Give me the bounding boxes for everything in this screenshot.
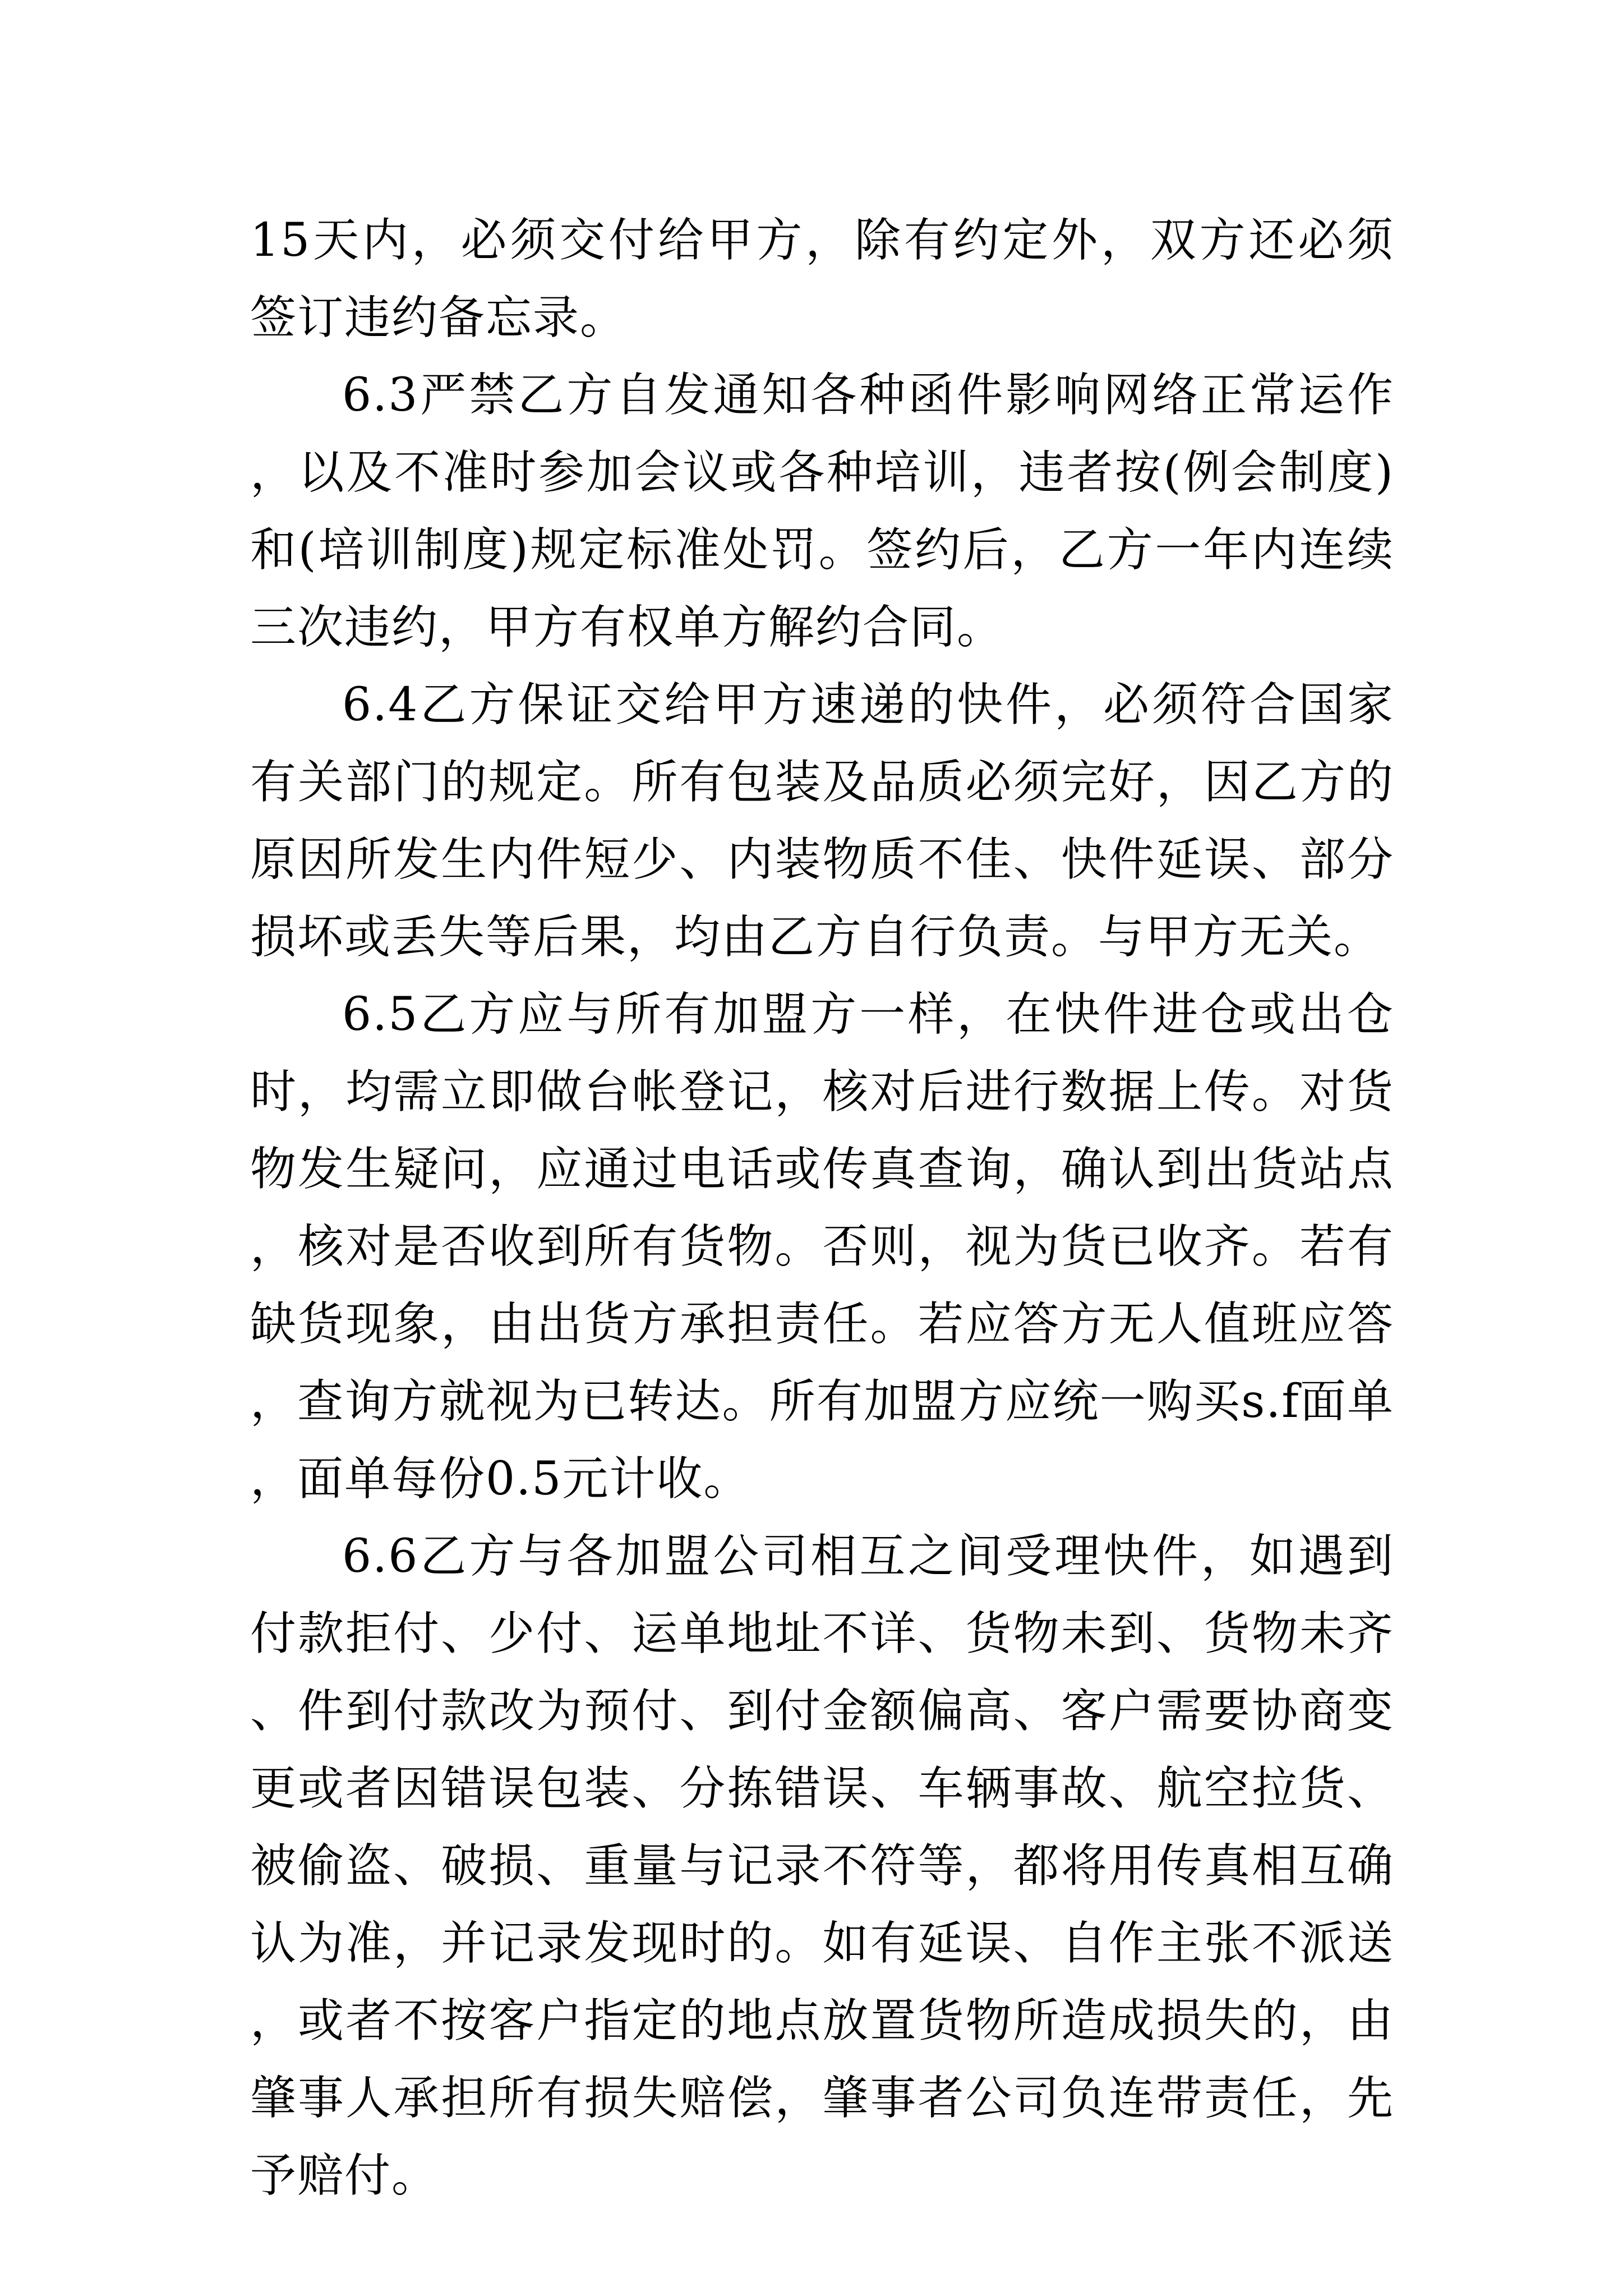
paragraph-clause-6-6: 6.6乙方与各加盟公司相互之间受理快件，如遇到付款拒付、少付、运单地址不详、货物未到、货物未齐、件到付款改为预付、到付金额偏高、客户需要协商变更或者因错误包装、分拣错误、车辆事故、航空拉货、被偷盗、破损、重量与记录不符等，都将用传真相互确认为准，并记录发现时的。如有延误、自作主张不派送，或者不按客户指定的地点放置货物所造成损失的，由肇事人承担所有损失赔偿，肇事者公司负连带责任，先予赔付。 <box>250 1530 1394 2202</box>
paragraph-continuation: 15天内，必须交付给甲方，除有约定外，双方还必须签订违约备忘录。 <box>250 214 1394 344</box>
document-body <box>250 202 1394 2215</box>
paragraph-clause-6-4: 6.4乙方保证交给甲方速递的快件，必须符合国家有关部门的规定。所有包装及品质必须完好，因乙方的原因所发生内件短少、内装物质不佳、快件延误、部分损坏或丢失等后果，均由乙方自行负责。与甲方无关。 <box>250 678 1394 964</box>
paragraph-clause-6-3: 6.3严禁乙方自发通知各种函件影响网络正常运作，以及不准时参加会议或各种培训，违者按(例会制度)和(培训制度)规定标准处罚。签约后，乙方一年内连续三次违约，甲方有权单方解约合同。 <box>250 369 1394 654</box>
paragraph-clause-6-5: 6.5乙方应与所有加盟方一样，在快件进仓或出仓时，均需立即做台帐登记，核对后进行数据上传。对货物发生疑问，应通过电话或传真查询，确认到出货站点，核对是否收到所有货物。否则，视为货已收齐。若有缺货现象，由出货方承担责任。若应答方无人值班应答，查询方就视为已转达。所有加盟方应统一购买s.f面单，面单每份0.5元计收。 <box>250 988 1394 1506</box>
